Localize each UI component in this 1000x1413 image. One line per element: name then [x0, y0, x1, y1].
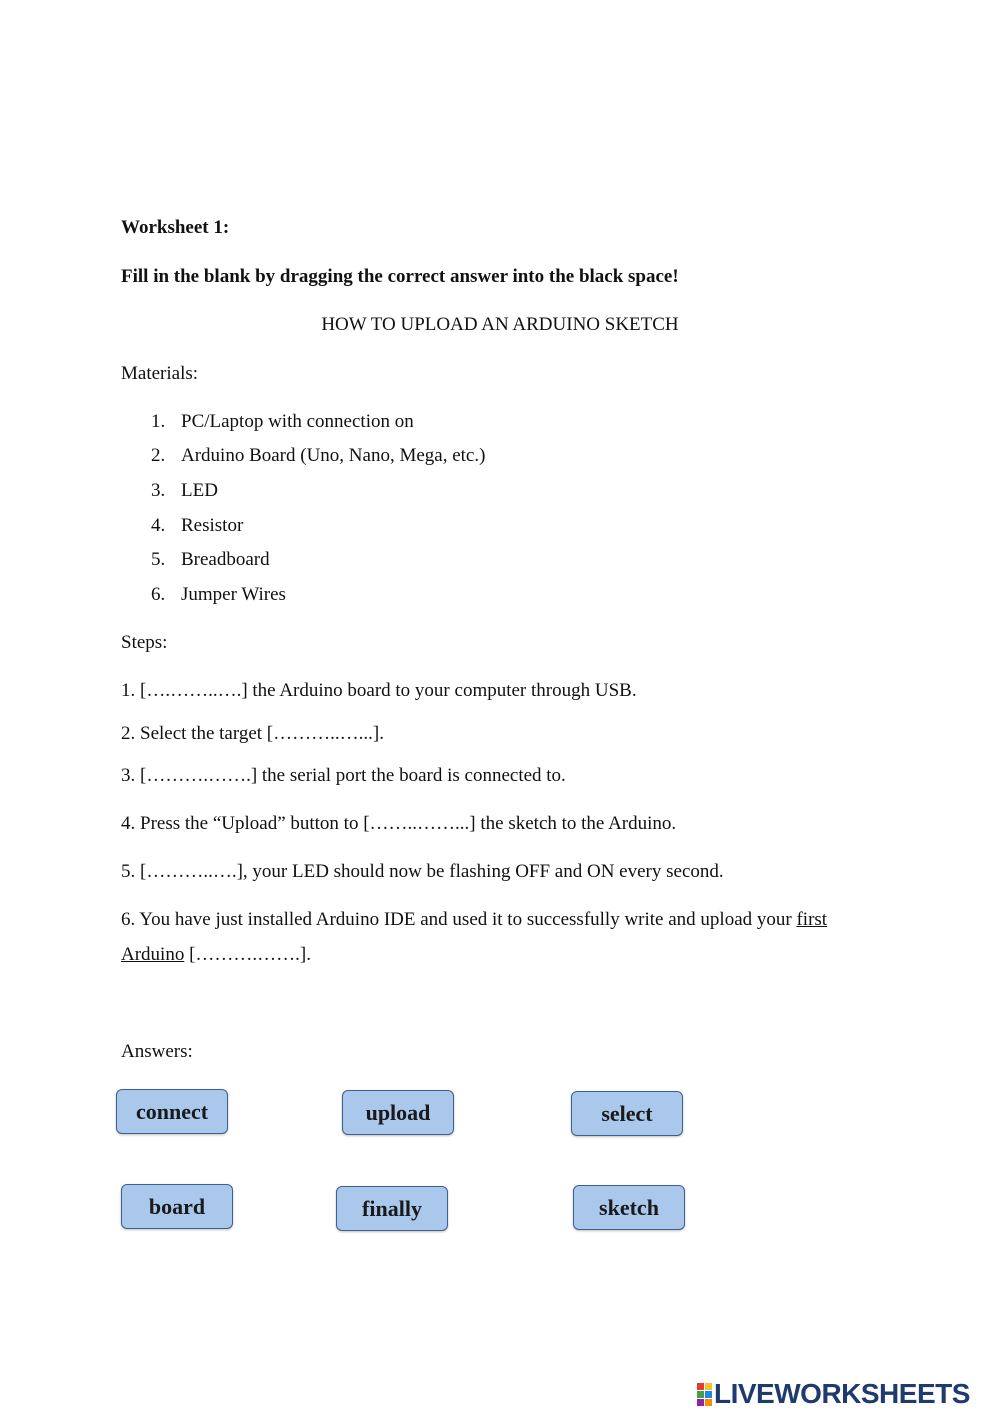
step-text: the Arduino board to your computer through USB. — [247, 680, 637, 701]
material-item — [151, 410, 414, 434]
material-number: 5. — [151, 549, 166, 570]
step-text: the serial port the board is connected to. — [257, 765, 566, 786]
instruction-text: Fill in the blank by dragging the correct answer into the black space! — [121, 266, 679, 287]
step-3 — [121, 764, 566, 788]
material-number: 6. — [151, 584, 166, 605]
logo-square — [705, 1399, 712, 1406]
liveworksheets-logo — [697, 1378, 970, 1410]
step-1 — [121, 679, 637, 703]
material-text: Breadboard — [181, 549, 270, 570]
step-text: 5. — [121, 861, 140, 882]
material-text: LED — [181, 480, 218, 501]
material-item — [151, 548, 270, 572]
answer-chip-sketch[interactable]: sketch — [573, 1185, 685, 1230]
material-text: Jumper Wires — [181, 584, 286, 605]
step-2 — [121, 722, 384, 746]
logo-square — [697, 1399, 704, 1406]
logo-square — [697, 1383, 704, 1390]
drop-blank-4[interactable]: [……..……...] — [363, 813, 476, 834]
drop-blank-6[interactable]: [……….…….]. — [184, 944, 311, 965]
material-text: Resistor — [181, 515, 244, 536]
material-number: 3. — [151, 480, 166, 501]
material-item — [151, 583, 286, 607]
step-text: 6. You have just installed Arduino IDE and used it to successfully write and upload your — [121, 909, 797, 930]
drop-blank-5[interactable]: [………..….] — [140, 861, 243, 882]
drop-blank-3[interactable]: [……….…….] — [140, 765, 258, 786]
answer-chip-select[interactable]: select — [571, 1091, 683, 1136]
logo-square — [697, 1391, 704, 1398]
worksheet-heading: Worksheet 1: — [121, 217, 230, 238]
logo-square — [705, 1383, 712, 1390]
material-text: PC/Laptop with connection on — [181, 411, 414, 432]
step-text: . — [379, 723, 384, 744]
step-text: , your LED should now be flashing OFF and ON every second. — [242, 861, 724, 882]
answer-chip-connect[interactable]: connect — [116, 1089, 228, 1134]
answers-label: Answers: — [121, 1041, 193, 1062]
material-item — [151, 514, 243, 538]
material-number: 2. — [151, 445, 166, 466]
answer-chip-board[interactable]: board — [121, 1184, 233, 1229]
liveworksheets-logo-icon — [697, 1383, 712, 1406]
step-6-line-1 — [121, 908, 827, 932]
step-text: 1. — [121, 680, 140, 701]
page-title: HOW TO UPLOAD AN ARDUINO SKETCH — [321, 314, 679, 335]
step-4 — [121, 812, 676, 836]
step-5 — [121, 860, 724, 884]
materials-label: Materials: — [121, 363, 199, 384]
answer-chip-upload[interactable]: upload — [342, 1090, 454, 1135]
material-number: 4. — [151, 515, 166, 536]
drop-blank-2[interactable]: [………..…...] — [266, 723, 380, 744]
material-text: Arduino Board (Uno, Nano, Mega, etc.) — [181, 445, 486, 466]
step-text: the sketch to the Arduino. — [475, 813, 677, 834]
brand-name: LIVEWORKSHEETS — [714, 1378, 970, 1409]
material-item — [151, 479, 218, 503]
logo-square — [705, 1391, 712, 1398]
step-text: 3. — [121, 765, 140, 786]
material-item — [151, 444, 485, 468]
material-number: 1. — [151, 411, 166, 432]
step-6-line-2 — [121, 943, 311, 967]
step-text: 4. Press the “Upload” button to — [121, 813, 364, 834]
answer-chip-finally[interactable]: finally — [336, 1186, 448, 1231]
underlined-word: first — [796, 909, 828, 930]
underlined-word: Arduino — [121, 944, 185, 965]
step-text: 2. Select the target — [121, 723, 267, 744]
steps-label: Steps: — [121, 632, 168, 653]
drop-blank-1[interactable]: [….……..….] — [140, 680, 248, 701]
